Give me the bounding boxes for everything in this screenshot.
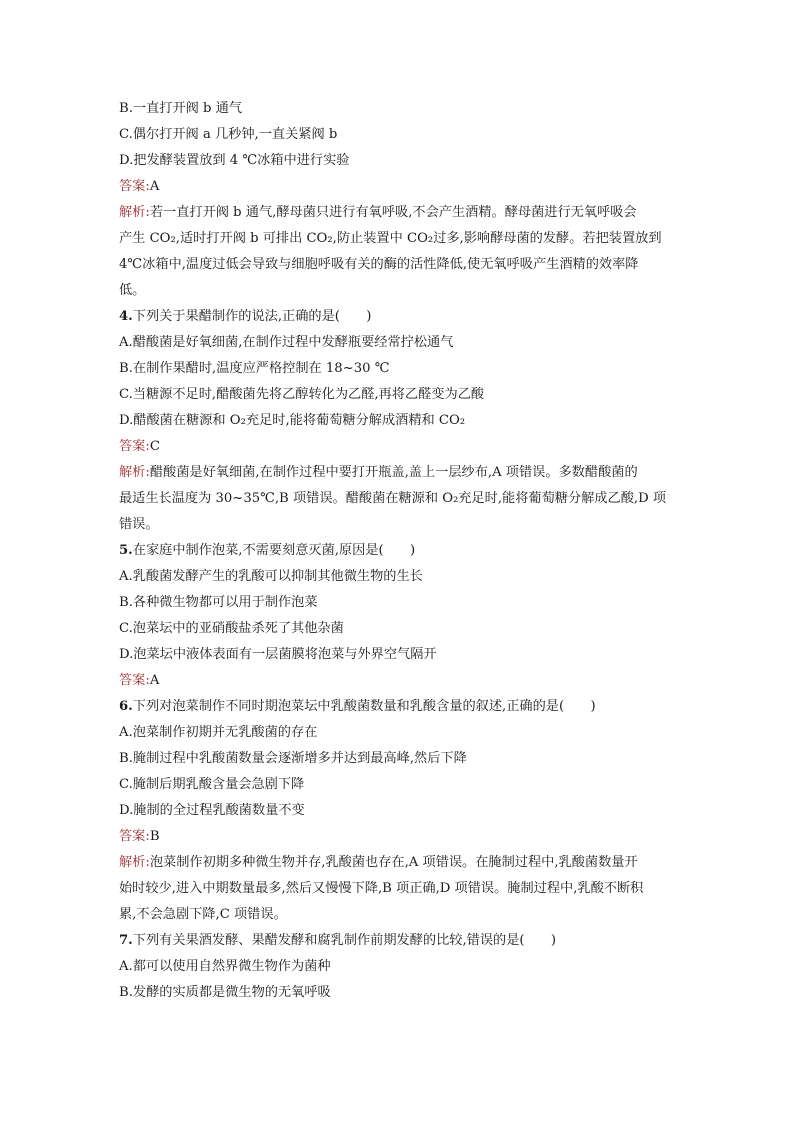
q4-option-d: D.醋酸菌在糖源和 O₂充足时,能将葡萄糖分解成酒精和 CO₂ — [119, 413, 466, 428]
answer-label: 答案: — [119, 179, 150, 194]
analysis-label: 解析: — [119, 205, 150, 220]
question-stem: 下列有关果酒发酵、果醋发酵和腐乳制作前期发酵的比较,错误的是( ) — [132, 933, 557, 948]
q3-option-d: D.把发酵装置放到 4 ℃冰箱中进行实验 — [119, 153, 350, 168]
q5-answer — [119, 668, 679, 694]
q6-analysis-line-1 — [119, 850, 679, 876]
q3-analysis-line-2: 产生 CO₂,适时打开阀 b 可排出 CO₂,防止装置中 CO₂过多,影响酵母菌的发酵。若把装置放到 — [119, 231, 662, 246]
question-number: 4. — [119, 309, 133, 324]
q3-option-b: B.一直打开阀 b 通气 — [119, 101, 243, 116]
q3-analysis-line-3: 4℃冰箱中,温度过低会导致与细胞呼吸有关的酶的活性降低,使无氧呼吸产生酒精的效率降 — [119, 257, 639, 272]
analysis-text: 若一直打开阀 b 通气,酵母菌只进行有氧呼吸,不会产生酒精。酵母菌进行无氧呼吸会 — [149, 205, 637, 220]
document-content — [119, 96, 679, 1006]
question-number: 5. — [119, 543, 133, 558]
q7-option-a: A.都可以使用自然界微生物作为菌种 — [119, 959, 331, 974]
q6-option-d: D.腌制的全过程乳酸菌数量不变 — [119, 803, 305, 818]
q5-option-c: C.泡菜坛中的亚硝酸盐杀死了其他杂菌 — [119, 621, 344, 636]
q3-analysis-line-1 — [119, 200, 679, 226]
q7-option-b: B.发酵的实质都是微生物的无氧呼吸 — [119, 985, 331, 1000]
q4-option-b: B.在制作果醋时,温度应严格控制在 18~30 ℃ — [119, 361, 390, 376]
answer-label: 答案: — [119, 829, 150, 844]
answer-value: B — [149, 829, 160, 844]
q6-option-a: A.泡菜制作初期并无乳酸菌的存在 — [119, 725, 318, 740]
q5-option-b: B.各种微生物都可以用于制作泡菜 — [119, 595, 318, 610]
q3-option-c: C.偶尔打开阀 a 几秒钟,一直关紧阀 b — [119, 127, 338, 142]
answer-value: C — [149, 439, 160, 454]
question-stem: 在家庭中制作泡菜,不需要刻意灭菌,原因是( ) — [132, 543, 416, 558]
q7-stem — [119, 928, 679, 954]
q4-analysis-line-1 — [119, 460, 679, 486]
analysis-text: 醋酸菌是好氧细菌,在制作过程中要打开瓶盖,盖上一层纱布,A 项错误。多数醋酸菌的 — [149, 465, 638, 480]
q3-analysis-line-4: 低。 — [119, 283, 146, 298]
q6-option-b: B.腌制过程中乳酸菌数量会逐渐增多并达到最高峰,然后下降 — [119, 751, 467, 766]
q6-answer — [119, 824, 679, 850]
answer-label: 答案: — [119, 673, 150, 688]
analysis-label: 解析: — [119, 855, 150, 870]
question-stem: 下列对泡菜制作不同时期泡菜坛中乳酸菌数量和乳酸含量的叙述,正确的是( ) — [132, 699, 596, 714]
q4-analysis-line-3: 错误。 — [119, 517, 159, 532]
q4-answer — [119, 434, 679, 460]
q5-stem — [119, 538, 679, 564]
q4-option-a: A.醋酸菌是好氧细菌,在制作过程中发酵瓶要经常拧松通气 — [119, 335, 454, 350]
q6-stem — [119, 694, 679, 720]
analysis-label: 解析: — [119, 465, 150, 480]
q5-option-a: A.乳酸菌发酵产生的乳酸可以抑制其他微生物的生长 — [119, 569, 423, 584]
q5-option-d: D.泡菜坛中液体表面有一层菌膜将泡菜与外界空气隔开 — [119, 647, 437, 662]
answer-label: 答案: — [119, 439, 150, 454]
question-stem: 下列关于果醋制作的说法,正确的是( ) — [132, 309, 372, 324]
q4-stem — [119, 304, 679, 330]
answer-value: A — [149, 179, 160, 194]
q6-analysis-line-2: 始时较少,进入中期数量最多,然后又慢慢下降,B 项正确,D 项错误。腌制过程中,乳酸不断积 — [119, 881, 644, 896]
answer-value: A — [149, 673, 160, 688]
analysis-text: 泡菜制作初期多种微生物并存,乳酸菌也存在,A 项错误。在腌制过程中,乳酸菌数量开 — [149, 855, 638, 870]
q4-analysis-line-2: 最适生长温度为 30~35℃,B 项错误。醋酸菌在糖源和 O₂充足时,能将葡萄糖分解成乙酸,D 项 — [119, 491, 667, 506]
q3-answer — [119, 174, 679, 200]
q6-analysis-line-3: 累,不会急剧下降,C 项错误。 — [119, 907, 287, 922]
q4-option-c: C.当糖源不足时,醋酸菌先将乙醇转化为乙醛,再将乙醛变为乙酸 — [119, 387, 485, 402]
question-number: 6. — [119, 699, 133, 714]
question-number: 7. — [119, 933, 133, 948]
q6-option-c: C.腌制后期乳酸含量会急剧下降 — [119, 777, 305, 792]
